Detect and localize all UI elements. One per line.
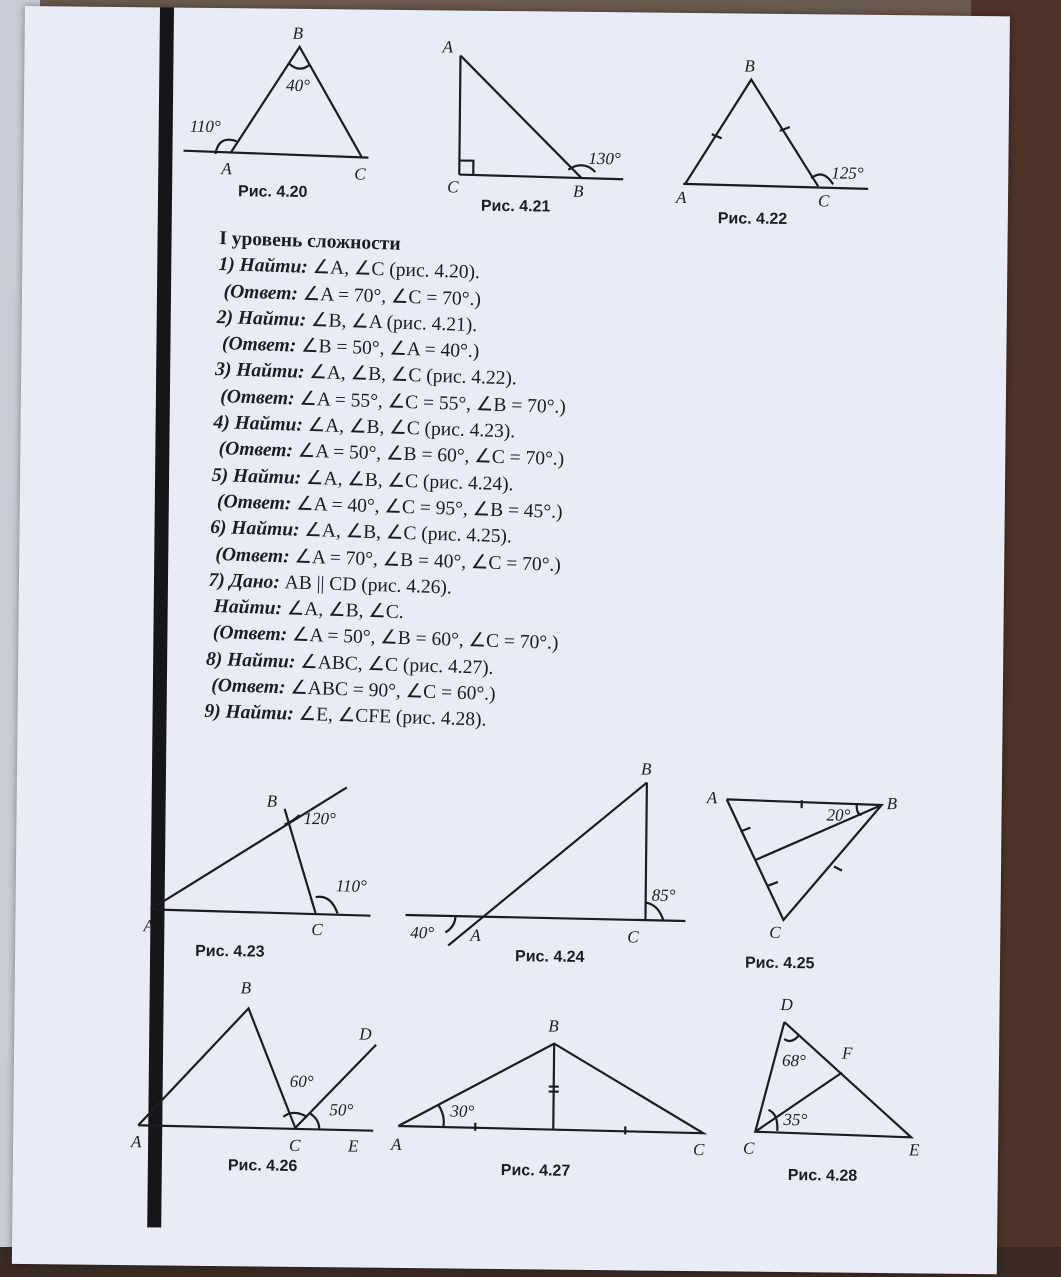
fig428-label-c: C <box>742 1138 755 1158</box>
fig420-label-b: B <box>292 23 304 43</box>
fig421-label-b: B <box>572 181 584 201</box>
task-1: 1) Найти: ∠A, ∠C (рис. 4.20). <box>218 254 481 284</box>
fig423-label-c: C <box>311 920 323 940</box>
fig426-angle-bcd: 60° <box>289 1071 314 1092</box>
fig420-label-c: C <box>354 164 366 184</box>
fig421-angle-ext: 130° <box>588 148 621 169</box>
fig421-label-a: A <box>442 37 454 57</box>
fig423-label-b: B <box>266 791 278 811</box>
task-2: 2) Найти: ∠B, ∠A (рис. 4.21). <box>216 306 478 337</box>
fig424-label-a: A <box>470 925 481 945</box>
task-4: 4) Найти: ∠A, ∠B, ∠C (рис. 4.23). <box>213 412 516 443</box>
fig420-label-a: A <box>221 159 232 179</box>
fig426-caption: Рис. 4.26 <box>227 1157 298 1175</box>
fig425-label-c: C <box>769 922 781 942</box>
answer-5: (Ответ: ∠A = 40°, ∠C = 95°, ∠B = 45°.) <box>216 491 563 523</box>
fig424-angle-ext: 40° <box>410 923 435 943</box>
fig420-angle-b: 40° <box>286 75 311 95</box>
fig424-caption: Рис. 4.24 <box>514 948 585 966</box>
figure-4-20 <box>183 23 370 202</box>
fig420-caption: Рис. 4.20 <box>237 183 308 201</box>
fig428-angle-c: 35° <box>783 1110 808 1130</box>
fig424-label-b: B <box>640 759 652 779</box>
fig427-label-b: B <box>548 1016 559 1036</box>
task-level-heading: I уровень сложности <box>218 228 401 255</box>
fig422-caption: Рис. 4.22 <box>717 210 788 228</box>
fig426-label-a: A <box>131 1132 142 1152</box>
figure-4-22 <box>675 56 870 229</box>
fig425-label-a: A <box>706 788 718 808</box>
figure-4-26 <box>130 977 377 1176</box>
task-5: 5) Найти: ∠A, ∠B, ∠C (рис. 4.24). <box>211 464 514 496</box>
answer-4: (Ответ: ∠A = 50°, ∠B = 60°, ∠C = 70°.) <box>218 438 565 471</box>
fig424-label-c: C <box>627 927 639 947</box>
answer-7: (Ответ: ∠A = 50°, ∠B = 60°, ∠C = 70°.) <box>212 622 559 655</box>
task-7-find: Найти: ∠A, ∠B, ∠C. <box>213 596 405 624</box>
figure-4-27 <box>390 1015 707 1181</box>
fig426-label-e: E <box>347 1136 359 1156</box>
answer-8: (Ответ: ∠ABC = 90°, ∠C = 60°.) <box>210 675 496 705</box>
figure-4-28 <box>743 995 922 1186</box>
fig427-label-a: A <box>390 1134 402 1155</box>
task-list <box>204 226 779 743</box>
fig427-caption: Рис. 4.27 <box>500 1162 571 1180</box>
fig426-angle-dce: 50° <box>329 1100 354 1120</box>
answer-1: (Ответ: ∠A = 70°, ∠C = 70°.) <box>223 280 482 310</box>
fig420-angle-ext: 110° <box>189 116 221 137</box>
figure-4-25 <box>704 788 898 973</box>
fig423-label-a: A <box>143 916 154 936</box>
fig422-label-b: B <box>744 56 755 76</box>
fig426-label-c: C <box>288 1135 301 1155</box>
fig421-label-c: C <box>447 177 459 197</box>
fig425-angle-b: 20° <box>826 805 851 825</box>
task-9: 9) Найти: ∠E, ∠CFE (рис. 4.28). <box>204 701 487 732</box>
fig423-caption: Рис. 4.23 <box>195 942 265 961</box>
fig425-label-b: B <box>886 794 898 814</box>
fig424-angle-c: 85° <box>651 885 676 905</box>
fig428-label-f: F <box>841 1043 853 1063</box>
fig428-label-d: D <box>780 994 793 1015</box>
fig426-label-d: D <box>359 1024 372 1044</box>
task-3: 3) Найти: ∠A, ∠B, ∠C (рис. 4.22). <box>214 359 518 390</box>
fig427-label-c: C <box>692 1140 705 1160</box>
answer-6: (Ответ: ∠A = 70°, ∠B = 40°, ∠C = 70°.) <box>215 543 562 576</box>
answer-3: (Ответ: ∠A = 55°, ∠C = 55°, ∠B = 70°.) <box>220 385 567 418</box>
fig423-angle-ext: 110° <box>335 876 367 896</box>
fig422-angle-ext: 125° <box>831 163 864 183</box>
fig428-label-e: E <box>908 1140 920 1160</box>
fig421-caption: Рис. 4.21 <box>480 197 551 216</box>
task-7: 7) Дано: AB || CD (рис. 4.26). <box>208 569 453 599</box>
fig428-angle-d: 68° <box>781 1050 806 1071</box>
fig422-label-a: A <box>675 187 687 207</box>
task-8: 8) Найти: ∠ABC, ∠C (рис. 4.27). <box>205 648 494 679</box>
fig426-label-b: B <box>240 978 252 998</box>
figure-4-21 <box>440 37 625 216</box>
fig427-angle-a: 30° <box>450 1101 475 1121</box>
textbook-page <box>12 6 1010 1274</box>
figure-4-23 <box>142 785 372 961</box>
answer-2: (Ответ: ∠B = 50°, ∠A = 40°.) <box>221 333 480 363</box>
fig428-caption: Рис. 4.28 <box>787 1167 858 1185</box>
task-6: 6) Найти: ∠A, ∠B, ∠C (рис. 4.25). <box>209 517 513 548</box>
fig423-angle-b: 120° <box>303 808 336 829</box>
figure-4-24 <box>405 757 687 967</box>
fig422-label-c: C <box>817 191 830 211</box>
fig425-caption: Рис. 4.25 <box>744 954 815 973</box>
